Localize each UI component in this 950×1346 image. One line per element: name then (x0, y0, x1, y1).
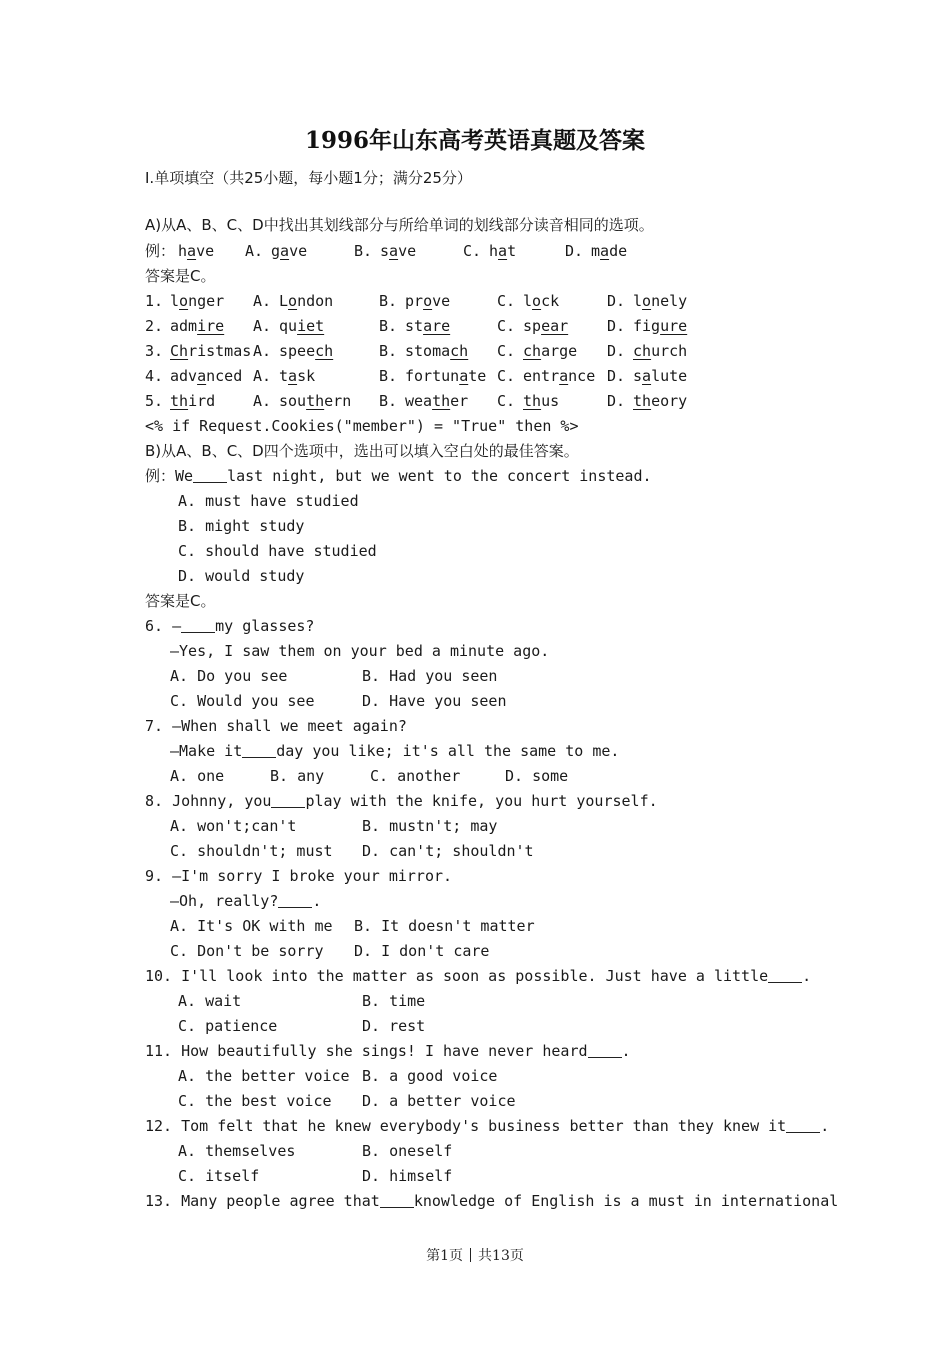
option-word (633, 391, 687, 411)
question-7 (145, 716, 407, 736)
underlined-letters: a (498, 242, 508, 260)
word-part: g (271, 242, 281, 260)
word-part: ck (541, 292, 560, 310)
question-text: knowledge of English is a must in international (413, 1192, 839, 1210)
option-a: A. themselves (178, 1142, 296, 1160)
word-part: entr (523, 367, 560, 385)
answer-blank (271, 793, 305, 808)
word-part: adm (170, 317, 198, 335)
option-letter: A. (245, 242, 264, 260)
answer-blank (193, 468, 227, 483)
word-part: s (380, 242, 390, 260)
answer-blank (768, 968, 802, 983)
answer-blank (278, 893, 312, 908)
option-word (405, 366, 486, 386)
example-option: C. should have studied (178, 542, 377, 560)
option-word (405, 391, 468, 411)
question-text: my glasses? (215, 617, 315, 635)
option-letter: D. (607, 367, 626, 385)
answer-blank (380, 1193, 414, 1208)
option-b: B. time (362, 992, 426, 1010)
example-label: 例： (145, 242, 176, 260)
question-text: —When shall we meet again? (172, 717, 407, 735)
option-letter: C. (497, 367, 516, 385)
word-part: ve (196, 242, 215, 260)
section-heading: Ⅰ.单项填空（共25小题，每小题1分；满分25分） (145, 169, 472, 187)
underlined-letters: th (523, 392, 542, 410)
answer-blank (588, 1043, 622, 1058)
page-number: 第1页 (426, 1248, 464, 1264)
option-letter: D. (607, 392, 626, 410)
underlined-letters: o (288, 292, 298, 310)
question-text: . (312, 892, 322, 910)
underlined-letters: o (423, 292, 433, 310)
word-part: pr (405, 292, 424, 310)
question-number: 13. (145, 1192, 173, 1210)
option-word (523, 316, 568, 336)
option-c: C. the best voice (178, 1092, 332, 1110)
word-part: arge (541, 342, 578, 360)
option-letter: B. (379, 367, 398, 385)
underlined-letters: ch (450, 342, 469, 360)
option-word (633, 291, 687, 311)
option-word (523, 341, 577, 361)
word-part: nger (188, 292, 225, 310)
option-word (279, 366, 315, 386)
question-12 (145, 1116, 829, 1136)
example-text: 例：We (145, 467, 194, 485)
question-text: Many people agree that (181, 1192, 380, 1210)
option-d: D. Have you seen (362, 692, 507, 710)
option-c: C. Would you see (170, 692, 315, 710)
word-part: te (468, 367, 487, 385)
option-word (523, 391, 559, 411)
word-part: l (170, 292, 180, 310)
word-part: L (279, 292, 289, 310)
word-part: fig (633, 317, 661, 335)
word-part: ndon (297, 292, 334, 310)
question-text: . (621, 1042, 631, 1060)
option-b: B. any (270, 767, 325, 785)
question-6-reply: —Yes, I saw them on your bed a minute ago. (170, 642, 550, 660)
option-letter: D. (607, 317, 626, 335)
question-number: 11. (145, 1042, 173, 1060)
question-number: 4. (145, 367, 164, 385)
word-part: eory (651, 392, 688, 410)
question-word (170, 291, 224, 311)
option-letter: B. (379, 392, 398, 410)
option-d: D. can't; shouldn't (362, 842, 534, 860)
option-a: A. the better voice (178, 1067, 350, 1085)
page-title: 1996年山东高考英语真题及答案 (304, 127, 645, 154)
word-part: ve (398, 242, 417, 260)
word-part: t (279, 367, 289, 385)
option-d: D. rest (362, 1017, 426, 1035)
word-part: sou (279, 392, 307, 410)
question-word (170, 341, 251, 361)
option-letter: A. (253, 317, 272, 335)
option-word (405, 291, 450, 311)
option-c: C. another (370, 767, 461, 785)
option-b: B. Had you seen (362, 667, 498, 685)
underlined-letters: a (280, 242, 290, 260)
part-a-instruction: A)从A、B、C、D中找出其划线部分与所给单词的划线部分读音相同的选项。 (145, 216, 654, 234)
word-part: s (633, 367, 643, 385)
option-word (279, 341, 333, 361)
word-part: nce (568, 367, 596, 385)
word-part: h (489, 242, 499, 260)
question-number: 2. (145, 317, 164, 335)
underlined-letters: th (432, 392, 451, 410)
word-part: ve (432, 292, 451, 310)
option-c: C. Don't be sorry (170, 942, 324, 960)
underlined-letters: ure (660, 317, 688, 335)
question-8 (145, 791, 658, 811)
part-a-answer: 答案是C。 (145, 267, 216, 285)
option-letter: A. (253, 292, 272, 310)
example-word (178, 241, 214, 261)
option-word (633, 366, 687, 386)
underlined-letters: iet (297, 317, 325, 335)
question-text: — (172, 617, 182, 635)
part-b-example (145, 466, 652, 486)
question-number: 3. (145, 342, 164, 360)
underlined-letters: a (600, 242, 610, 260)
example-option (591, 241, 627, 261)
question-number: 12. (145, 1117, 173, 1135)
option-c: C. shouldn't; must (170, 842, 333, 860)
question-text: play with the knife, you hurt yourself. (305, 792, 658, 810)
option-letter: A. (253, 342, 272, 360)
question-text: —I'm sorry I broke your mirror. (172, 867, 453, 885)
option-a: A. one (170, 767, 225, 785)
question-6 (145, 616, 314, 636)
option-word (523, 366, 595, 386)
example-option: D. would study (178, 567, 305, 585)
answer-blank (181, 618, 215, 633)
underlined-letters: a (559, 367, 569, 385)
option-letter: C. (497, 342, 516, 360)
option-b: B. a good voice (362, 1067, 498, 1085)
example-option (271, 241, 307, 261)
option-word (523, 291, 559, 311)
example-text: last night, but we went to the concert instead. (227, 467, 652, 485)
word-part: wea (405, 392, 433, 410)
option-a: A. Do you see (170, 667, 288, 685)
question-number: 6. (145, 617, 164, 635)
word-part: fortun (405, 367, 460, 385)
option-d: D. some (505, 767, 569, 785)
option-d: D. I don't care (354, 942, 490, 960)
option-word (279, 291, 333, 311)
underlined-letters: a (187, 242, 197, 260)
question-text: . (820, 1117, 830, 1135)
underlined-letters: a (642, 367, 652, 385)
underlined-letters: are (423, 317, 451, 335)
word-part: sk (297, 367, 316, 385)
question-13 (145, 1191, 838, 1211)
underlined-letters: a (459, 367, 469, 385)
question-text: Johnny, you (172, 792, 272, 810)
option-letter: B. (379, 342, 398, 360)
question-word (170, 391, 215, 411)
question-number: 7. (145, 717, 164, 735)
option-letter: C. (463, 242, 482, 260)
underlined-letters: ear (541, 317, 569, 335)
example-option (489, 241, 516, 261)
word-part: ern (324, 392, 352, 410)
option-c: C. patience (178, 1017, 278, 1035)
asp-code-line: <% if Request.Cookies("member") = "True" then %> (145, 417, 579, 435)
option-word (405, 316, 450, 336)
underlined-letters: th (633, 392, 652, 410)
option-letter: C. (497, 392, 516, 410)
question-11 (145, 1041, 631, 1061)
underlined-letters: a (197, 367, 207, 385)
option-letter: B. (379, 292, 398, 310)
word-part: m (591, 242, 601, 260)
option-letter: A. (253, 367, 272, 385)
word-part: adv (170, 367, 198, 385)
underlined-letters: a (288, 367, 298, 385)
word-part: ird (188, 392, 216, 410)
word-part: urch (651, 342, 688, 360)
question-text: How beautifully she sings! I have never heard (181, 1042, 588, 1060)
option-word (633, 316, 687, 336)
question-word (170, 316, 224, 336)
option-a: A. wait (178, 992, 242, 1010)
option-word (633, 341, 687, 361)
question-number: 10. (145, 967, 173, 985)
option-a: A. It's OK with me (170, 917, 333, 935)
option-letter: B. (379, 317, 398, 335)
question-number: 9. (145, 867, 164, 885)
example-option (380, 241, 416, 261)
word-part: nely (651, 292, 688, 310)
word-part: de (609, 242, 628, 260)
underlined-letters: Ch (170, 342, 189, 360)
page-footer (0, 1245, 950, 1265)
question-text: I'll look into the matter as soon as possible. Just have a little (181, 967, 769, 985)
option-c: C. itself (178, 1167, 260, 1185)
option-letter: D. (565, 242, 584, 260)
word-part: lute (651, 367, 688, 385)
question-10 (145, 966, 811, 986)
word-part: qu (279, 317, 298, 335)
answer-blank (786, 1118, 820, 1133)
underlined-letters: a (389, 242, 399, 260)
option-d: D. a better voice (362, 1092, 516, 1110)
option-letter: A. (253, 392, 272, 410)
question-7-reply (170, 741, 619, 761)
underlined-letters: ch (315, 342, 334, 360)
word-part: nced (206, 367, 243, 385)
word-part: st (405, 317, 424, 335)
underlined-letters: o (179, 292, 189, 310)
option-letter: C. (497, 292, 516, 310)
question-word (170, 366, 242, 386)
footer-divider (470, 1248, 471, 1262)
word-part: stoma (405, 342, 451, 360)
option-word (279, 391, 351, 411)
question-number: 5. (145, 392, 164, 410)
option-d: D. himself (362, 1167, 453, 1185)
example-option: B. might study (178, 517, 305, 535)
underlined-letters: ch (523, 342, 542, 360)
underlined-letters: th (170, 392, 189, 410)
option-letter: D. (607, 342, 626, 360)
underlined-letters: o (532, 292, 542, 310)
word-part: spee (279, 342, 316, 360)
word-part: l (633, 292, 643, 310)
part-b-instruction: B)从A、B、C、D四个选项中，选出可以填入空白处的最佳答案。 (145, 442, 579, 460)
option-b: B. oneself (362, 1142, 453, 1160)
word-part: ristmas (188, 342, 252, 360)
question-text: —Oh, really? (170, 892, 279, 910)
underlined-letters: o (642, 292, 652, 310)
question-text: —Make it (170, 742, 243, 760)
option-word (279, 316, 324, 336)
question-9 (145, 866, 452, 886)
word-part: t (507, 242, 517, 260)
question-text: . (802, 967, 812, 985)
question-9-reply (170, 891, 321, 911)
underlined-letters: ire (197, 317, 225, 335)
word-part: ve (289, 242, 308, 260)
question-number: 1. (145, 292, 164, 310)
example-option: A. must have studied (178, 492, 359, 510)
answer-blank (242, 743, 276, 758)
underlined-letters: th (306, 392, 325, 410)
option-a: A. won't;can't (170, 817, 297, 835)
option-b: B. mustn't; may (362, 817, 498, 835)
question-text: day you like; it's all the same to me. (276, 742, 620, 760)
question-number: 8. (145, 792, 164, 810)
word-part: l (523, 292, 533, 310)
underlined-letters: ch (633, 342, 652, 360)
question-text: Tom felt that he knew everybody's business better than they knew it (181, 1117, 787, 1135)
word-part: er (450, 392, 469, 410)
part-b-answer: 答案是C。 (145, 592, 216, 610)
word-part: h (178, 242, 188, 260)
option-b: B. It doesn't matter (354, 917, 535, 935)
option-letter: B. (354, 242, 373, 260)
word-part: sp (523, 317, 542, 335)
option-letter: D. (607, 292, 626, 310)
option-word (405, 341, 468, 361)
page-total: 共13页 (478, 1248, 524, 1264)
option-letter: C. (497, 317, 516, 335)
word-part: us (541, 392, 560, 410)
